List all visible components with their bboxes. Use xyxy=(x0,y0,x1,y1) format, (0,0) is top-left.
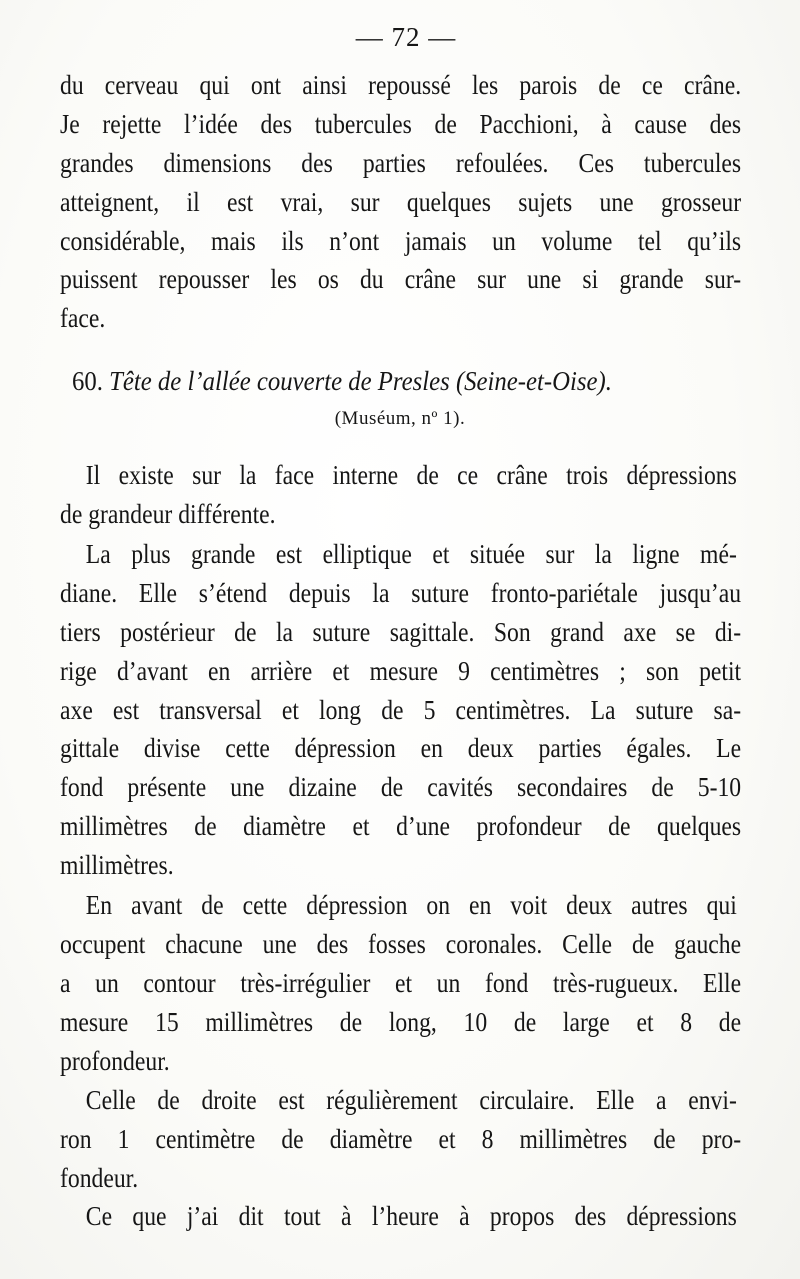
text-line: Celle de droite est régulièrement circulaire. Elle a envi- xyxy=(85,1084,737,1115)
text-line: face. xyxy=(60,302,106,334)
paragraph xyxy=(60,1081,741,1198)
text-line: du cerveau qui ont ainsi repoussé les parois de ce crâne. xyxy=(60,69,742,100)
text-line: diane. Elle s’étend depuis la suture fronto-pariétale jusqu’au xyxy=(60,576,742,608)
text-line: gittale divise cette dépression en deux parties égales. Le xyxy=(60,732,742,764)
text-line: occupent chacune une des fosses coronales. Celle de gauche xyxy=(60,927,742,959)
paragraph xyxy=(60,456,741,534)
text-line: considérable, mais ils n’ont jamais un volume tel qu’ils xyxy=(60,224,742,256)
text-line: puissent repousser les os du crâne sur une si grande sur- xyxy=(60,263,742,295)
paragraph xyxy=(60,535,741,885)
text-line: fond présente une dizaine de cavités secondaires de 5-10 xyxy=(60,771,742,803)
text-line: millimètres. xyxy=(60,849,174,881)
text-line: La plus grande est elliptique et située sur la ligne mé- xyxy=(85,538,737,569)
paragraph xyxy=(60,886,741,1080)
text-line: a un contour très-irrégulier et un fond très-rugueux. Elle xyxy=(60,966,742,998)
text-line: En avant de cette dépression on en voit deux autres qui xyxy=(85,889,737,920)
text-line: millimètres de diamètre et d’une profondeur de quelques xyxy=(60,810,742,842)
text-line: de grandeur différente. xyxy=(60,497,276,529)
section-subtitle: (Muséum, nº 1). xyxy=(334,408,466,429)
section-title: Tête de l’allée couverte de Presles (Seine-et-Oise). xyxy=(109,365,612,396)
text-line: ron 1 centimètre de diamètre et 8 millimètres de pro- xyxy=(60,1122,742,1154)
text-line: axe est transversal et long de 5 centimètres. La suture sa- xyxy=(60,693,742,725)
text-line: Il existe sur la face interne de ce crâne trois dépressions xyxy=(85,459,737,490)
page-number: — 72 — xyxy=(355,22,457,52)
paragraph-continuation xyxy=(60,66,741,338)
text-line: fondeur. xyxy=(60,1161,139,1193)
text-line: atteignent, il est vrai, sur quelques sujets une grosseur xyxy=(60,185,742,217)
text-line: mesure 15 millimètres de long, 10 de large et 8 de xyxy=(60,1005,742,1037)
text-line: grandes dimensions des parties refoulées. Ces tubercules xyxy=(60,146,742,178)
paragraph xyxy=(60,1197,741,1236)
text-line: profondeur. xyxy=(60,1044,170,1076)
text-line: Ce que j’ai dit tout à l’heure à propos des dépressions xyxy=(85,1200,737,1231)
text-line: tiers postérieur de la suture sagittale. Son grand axe se di- xyxy=(60,615,742,647)
text-line: rige d’avant en arrière et mesure 9 centimètres ; son petit xyxy=(60,654,742,686)
text-line: Je rejette l’idée des tubercules de Pacchioni, à cause des xyxy=(60,107,742,139)
section-heading xyxy=(72,362,772,401)
section-number: 60. xyxy=(72,365,103,396)
